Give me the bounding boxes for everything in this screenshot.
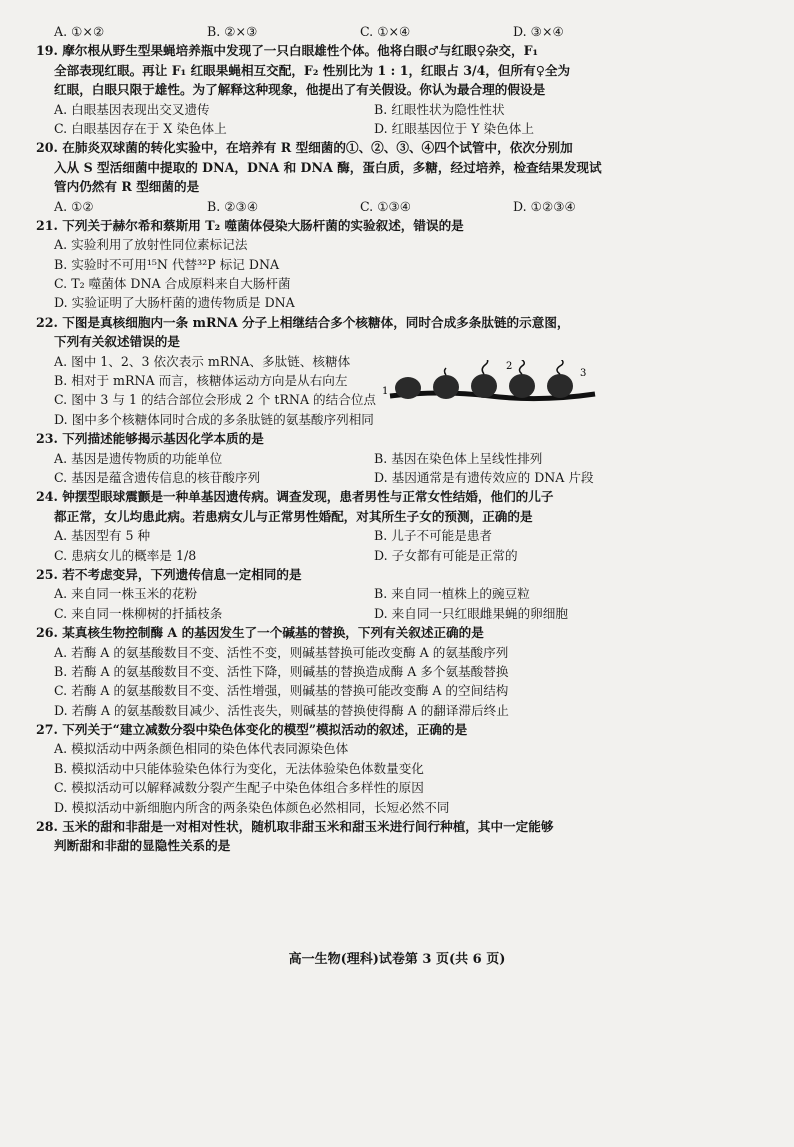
q23-option-d[interactable]: D. 基因通常是有遗传效应的 DNA 片段 xyxy=(374,469,594,485)
q22-option-a[interactable]: A. 图中 1、2、3 依次表示 mRNA、多肽链、核糖体 xyxy=(54,353,351,369)
q23-option-c[interactable]: C. 基因是蕴含遗传信息的核苷酸序列 xyxy=(54,469,261,485)
ribosome-2 xyxy=(433,368,459,399)
q20-stem-line-1: 20. 在肺炎双球菌的转化实验中，在培养有 R 型细菌的①、②、③、④四个试管中，依次分别加 xyxy=(36,140,573,156)
q19-options-row-1 xyxy=(36,100,766,119)
q19-option-b[interactable]: B. 红眼性状为隐性性状 xyxy=(374,101,505,117)
polyribosome-diagram xyxy=(380,360,610,410)
q21-option-a[interactable]: A. 实验利用了放射性同位素标记法 xyxy=(54,237,248,253)
q27-option-b[interactable]: B. 模拟活动中只能体验染色体行为变化，无法体验染色体数量变化 xyxy=(54,760,424,776)
q27-stem-line-1: 27. 下列关于“建立减数分裂中染色体变化的模型”模拟活动的叙述，正确的是 xyxy=(36,722,468,738)
q24-stem-line-1: 24. 钟摆型眼球震颤是一种单基因遗传病。调查发现，患者男性与正常女性结婚，他们的儿子 xyxy=(36,489,554,505)
q24-option-d[interactable]: D. 子女都有可能是正常的 xyxy=(374,547,518,563)
q18-options xyxy=(36,22,766,41)
q24-stem-line-2: 都正常，女儿均患此病。若患病女儿与正常男性婚配，对其所生子女的预测，正确的是 xyxy=(54,508,533,524)
q27-option-c[interactable]: C. 模拟活动可以解释减数分裂产生配子中染色体组合多样性的原因 xyxy=(54,780,424,796)
ribosome-5 xyxy=(547,360,573,398)
q21-option-b[interactable]: B. 实验时不可用¹⁵N 代替³²P 标记 DNA xyxy=(54,256,280,272)
q28-stem-line-1: 28. 玉米的甜和非甜是一对相对性状，随机取非甜玉米和甜玉米进行间行种植，其中一定能够 xyxy=(36,819,554,835)
q22-option-d[interactable]: D. 图中多个核糖体同时合成的多条肽链的氨基酸序列相同 xyxy=(54,411,374,427)
q24-option-b[interactable]: B. 儿子不可能是患者 xyxy=(374,528,493,544)
q19-option-c[interactable]: C. 白眼基因存在于 X 染色体上 xyxy=(54,120,227,136)
q23-option-a[interactable]: A. 基因是遗传物质的功能单位 xyxy=(54,450,223,466)
q27-option-a[interactable]: A. 模拟活动中两条颜色相同的染色体代表同源染色体 xyxy=(54,741,349,757)
q22-stem-line-2: 下列有关叙述错误的是 xyxy=(54,334,180,350)
q28-stem-line-2: 判断甜和非甜的显隐性关系的是 xyxy=(54,838,231,854)
q18-option-c[interactable]: C. ①×④ xyxy=(360,24,411,39)
q18-option-a[interactable]: A. ①×② xyxy=(54,24,105,39)
q20-stem-line-3: 管内仍然有 R 型细菌的是 xyxy=(54,179,200,195)
page-footer: 高一生物(理科)试卷第 3 页(共 6 页) xyxy=(288,952,506,967)
q26-stem-line-1: 26. 某真核生物控制酶 A 的基因发生了一个碱基的替换，下列有关叙述正确的是 xyxy=(36,625,484,641)
ribosome-1 xyxy=(395,377,421,399)
q21-option-c[interactable]: C. T₂ 噬菌体 DNA 合成原料来自大肠杆菌 xyxy=(54,276,291,292)
q24-option-c[interactable]: C. 患病女儿的概率是 1/8 xyxy=(54,547,197,563)
q23-stem-line-1: 23. 下列描述能够揭示基因化学本质的是 xyxy=(36,431,264,447)
q25-option-d[interactable]: D. 来自同一只红眼雌果蝇的卵细胞 xyxy=(374,605,568,621)
q25-stem-line-1: 25. 若不考虑变异，下列遗传信息一定相同的是 xyxy=(36,566,302,582)
q22-stem-line-1: 22. 下图是真核细胞内一条 mRNA 分子上相继结合多个核糖体，同时合成多条肽链的示意图， xyxy=(36,314,570,330)
q25-options-row-2 xyxy=(36,604,766,623)
q25-options-row-1 xyxy=(36,584,766,603)
q18-option-b[interactable]: B. ②×③ xyxy=(207,24,258,39)
q20-option-b[interactable]: B. ②③④ xyxy=(207,198,259,214)
q25-option-c[interactable]: C. 来自同一株柳树的扦插枝条 xyxy=(54,605,223,621)
q21-option-d[interactable]: D. 实验证明了大肠杆菌的遗传物质是 DNA xyxy=(54,295,295,311)
q19-option-d[interactable]: D. 红眼基因位于 Y 染色体上 xyxy=(374,120,534,136)
q21-stem-line-1: 21. 下列关于赫尔希和蔡斯用 T₂ 噬菌体侵染大肠杆菌的实验叙述，错误的是 xyxy=(36,217,464,233)
q20-option-d[interactable]: D. ①②③④ xyxy=(513,198,576,214)
q20-options xyxy=(36,197,766,216)
q22-option-b[interactable]: B. 相对于 mRNA 而言，核糖体运动方向是从右向左 xyxy=(54,373,348,389)
q22-option-c[interactable]: C. 图中 3 与 1 的结合部位会形成 2 个 tRNA 的结合位点 xyxy=(54,392,377,408)
q19-options-row-2 xyxy=(36,119,766,138)
ribosome-3 xyxy=(471,360,497,398)
q23-options-row-2 xyxy=(36,468,766,487)
q24-options-row-1 xyxy=(36,526,766,545)
q24-option-a[interactable]: A. 基因型有 5 种 xyxy=(54,528,151,544)
question-column xyxy=(36,22,766,856)
diagram-label-3: 3 xyxy=(580,368,587,379)
q24-options-row-2 xyxy=(36,546,766,565)
diagram-label-2: 2 xyxy=(506,361,513,372)
q18-option-d[interactable]: D. ③×④ xyxy=(513,24,564,39)
q19-option-a[interactable]: A. 白眼基因表现出交叉遗传 xyxy=(54,101,210,117)
q20-stem-line-2: 入从 S 型活细菌中提取的 DNA，DNA 和 DNA 酶，蛋白质，多糖，经过培养，检查结果发现试 xyxy=(54,159,602,175)
q27-option-d[interactable]: D. 模拟活动中新细胞内所含的两条染色体颜色必然相同，长短必然不同 xyxy=(54,799,450,815)
q26-option-a[interactable]: A. 若酶 A 的氨基酸数目不变、活性不变，则碱基替换可能改变酶 A 的氨基酸序列 xyxy=(54,644,509,660)
q26-option-b[interactable]: B. 若酶 A 的氨基酸数目不变、活性下降，则碱基的替换造成酶 A 多个氨基酸替换 xyxy=(54,663,509,679)
q26-option-d[interactable]: D. 若酶 A 的氨基酸数目减少、活性丧失，则碱基的替换使得酶 A 的翻译滞后终止 xyxy=(54,702,509,718)
q20-option-a[interactable]: A. ①② xyxy=(54,198,94,214)
diagram-label-1: 1 xyxy=(382,386,389,397)
q19-stem-line-3: 红眼，白眼只限于雄性。为了解释这种现象，他提出了有关假设。你认为最合理的假设是 xyxy=(54,82,546,98)
q25-option-b[interactable]: B. 来自同一植株上的豌豆粒 xyxy=(374,586,530,602)
q23-option-b[interactable]: B. 基因在染色体上呈线性排列 xyxy=(374,450,543,466)
q20-option-c[interactable]: C. ①③④ xyxy=(360,198,412,214)
q26-option-c[interactable]: C. 若酶 A 的氨基酸数目不变、活性增强，则碱基的替换可能改变酶 A 的空间结构 xyxy=(54,683,509,699)
q19-stem-line-2: 全部表现红眼。再让 F₁ 红眼果蝇相互交配，F₂ 性别比为 1 : 1，红眼占 3/4，但所有♀全为 xyxy=(54,62,571,78)
q23-options-row-1 xyxy=(36,449,766,468)
q19-stem-line-1: 19. 摩尔根从野生型果蝇培养瓶中发现了一只白眼雄性个体。他将白眼♂与红眼♀杂交，F₁ xyxy=(36,43,539,59)
q25-option-a[interactable]: A. 来自同一株玉米的花粉 xyxy=(54,586,198,602)
ribosome-4 xyxy=(509,360,535,398)
